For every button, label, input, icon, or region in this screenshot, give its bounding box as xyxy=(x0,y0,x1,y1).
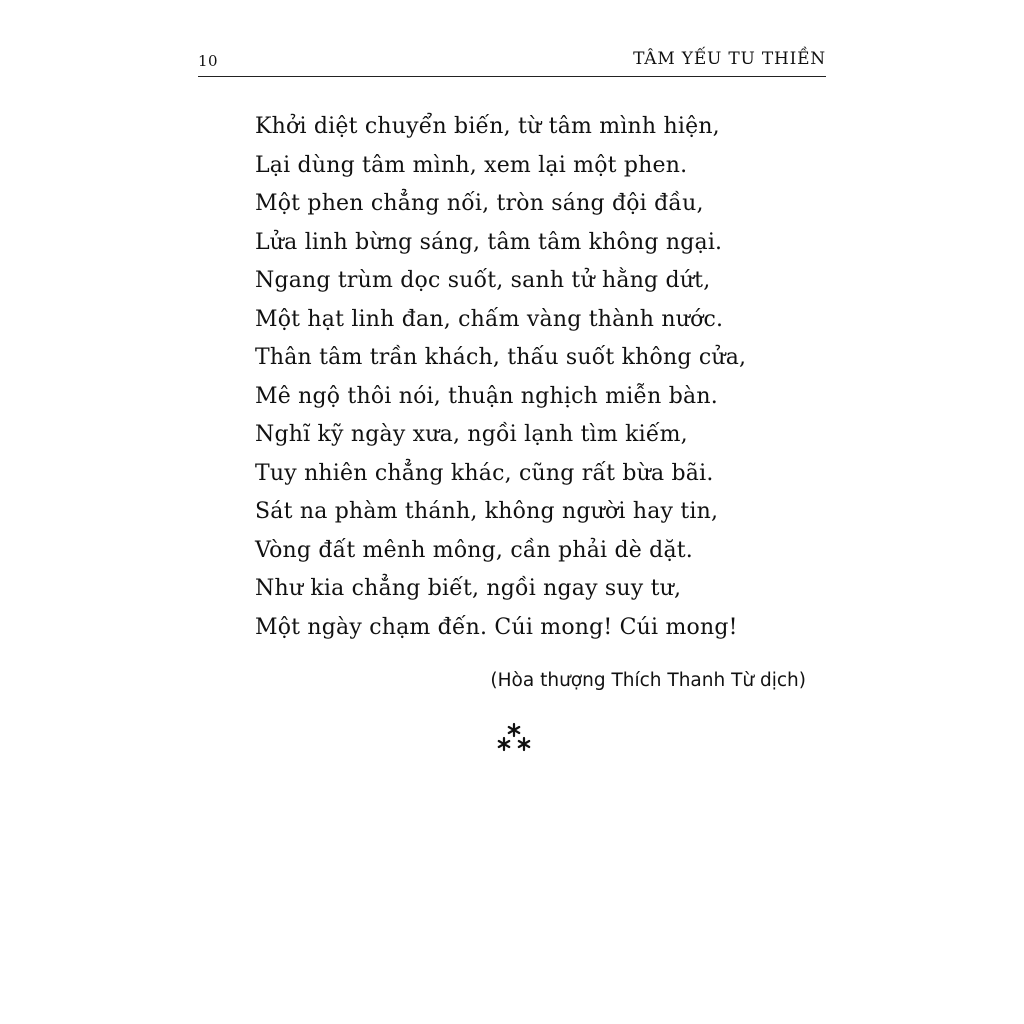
page-number: 10 xyxy=(198,52,219,70)
poem-line: Sát na phàm thánh, không người hay tin, xyxy=(255,499,719,524)
poem-line: Ngang trùm dọc suốt, sanh tử hằng dứt, xyxy=(255,268,711,293)
poem-line: Như kia chẳng biết, ngồi ngay suy tư, xyxy=(255,576,682,601)
poem-line: Tuy nhiên chẳng khác, cũng rất bừa bãi. xyxy=(255,460,714,486)
poem-line: Vòng đất mênh mông, cần phải dè dặt. xyxy=(255,537,694,563)
poem-line: Lửa linh bừng sáng, tâm tâm không ngại. xyxy=(255,229,723,255)
poem-line: Thân tâm trần khách, thấu suốt không cửa, xyxy=(255,345,747,370)
poem xyxy=(255,108,835,647)
poem-line: Nghĩ kỹ ngày xưa, ngồi lạnh tìm kiếm, xyxy=(255,422,688,447)
translator-attribution: (Hòa thượng Thích Thanh Từ dịch) xyxy=(490,670,806,691)
poem-line: Một phen chẳng nối, tròn sáng đội đầu, xyxy=(255,191,704,216)
poem-line: Một hạt linh đan, chấm vàng thành nước. xyxy=(255,306,724,332)
poem-line: Khởi diệt chuyển biến, từ tâm mình hiện, xyxy=(255,114,720,139)
running-title: TÂM YẾU TU THIỀN xyxy=(633,49,826,69)
poem-line: Mê ngộ thôi nói, thuận nghịch miễn bàn. xyxy=(255,383,718,409)
page-header xyxy=(198,48,826,77)
three-asterisks-ornament-icon xyxy=(494,720,534,756)
poem-line: Một ngày chạm đến. Cúi mong! Cúi mong! xyxy=(255,614,738,640)
poem-line: Lại dùng tâm mình, xem lại một phen. xyxy=(255,152,688,178)
